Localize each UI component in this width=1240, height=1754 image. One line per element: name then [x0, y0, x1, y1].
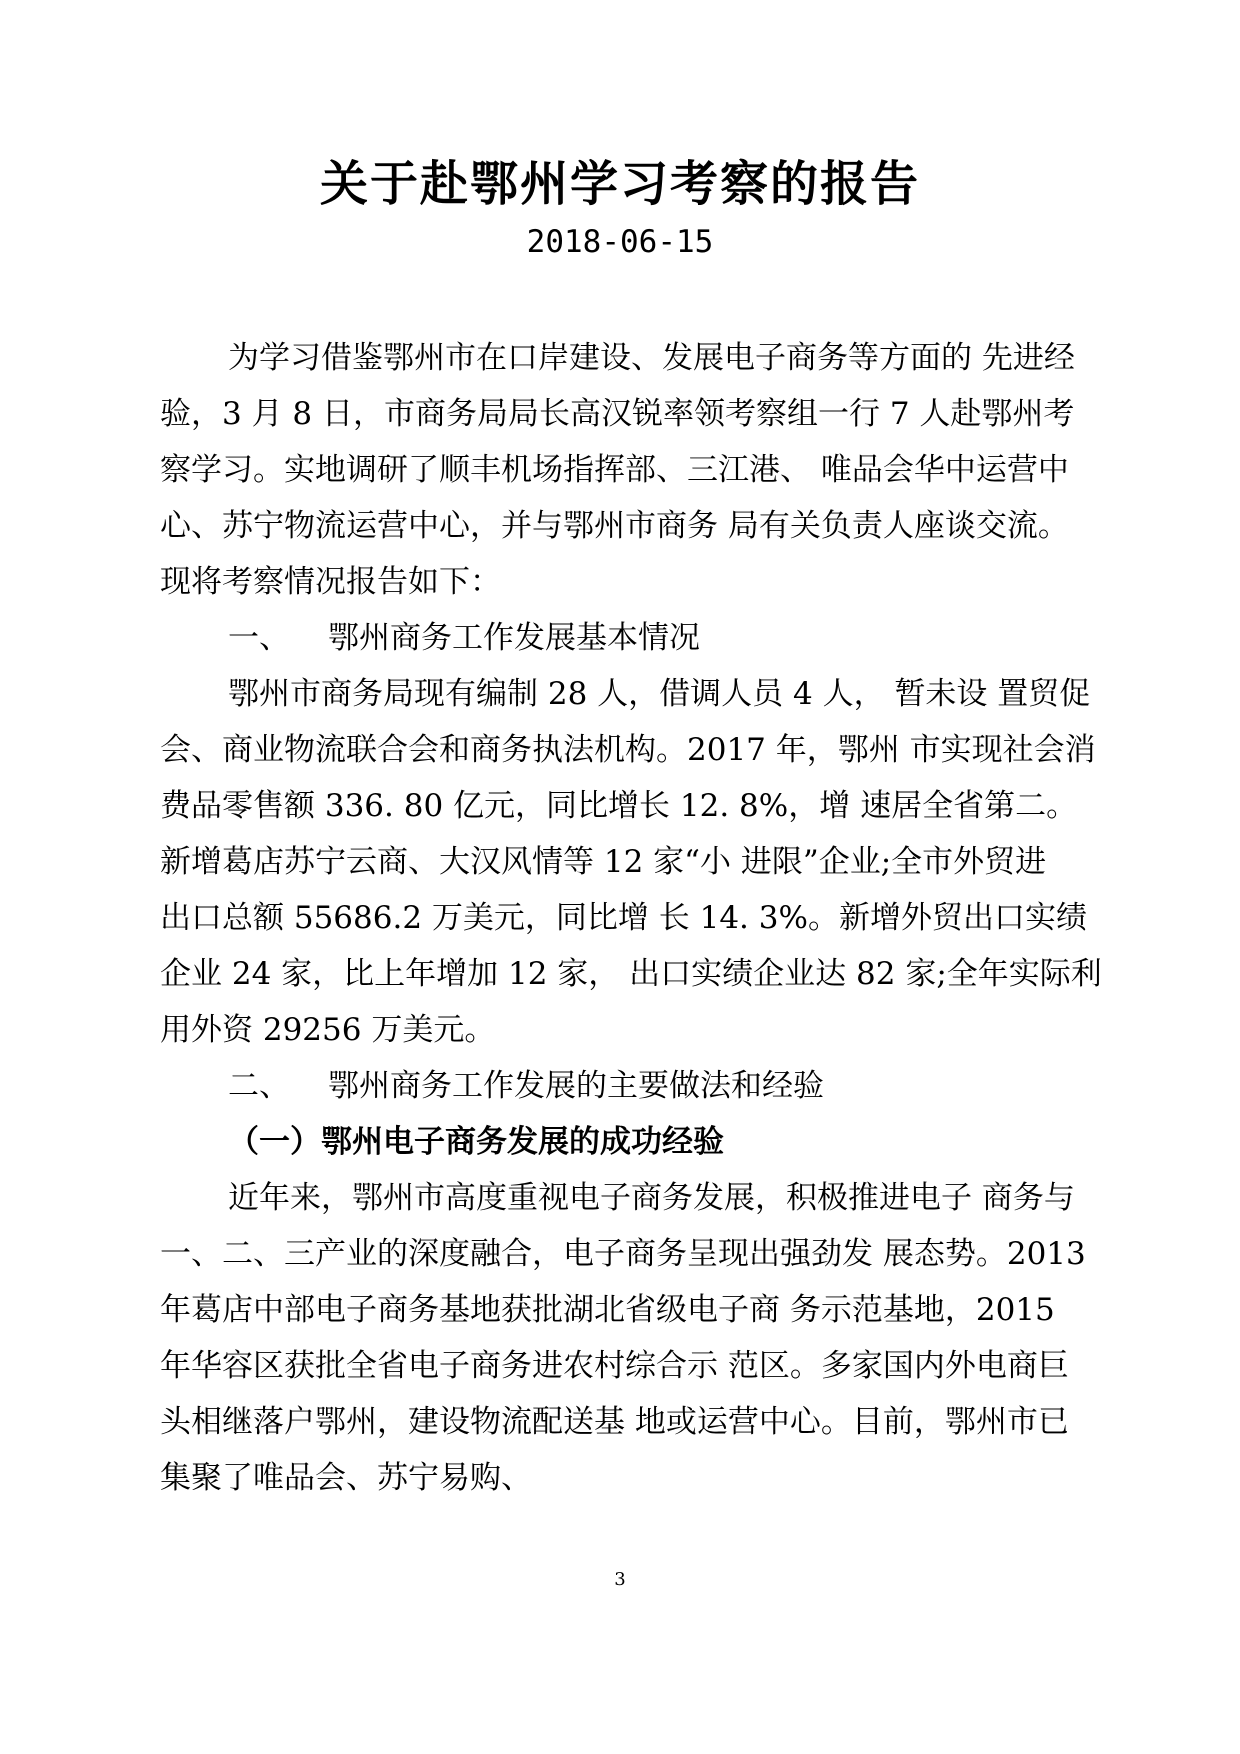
paragraph-line: 现将考察情况报告如下： — [160, 564, 501, 600]
section-number: 二、 — [228, 1068, 290, 1104]
paragraph-line: 用外资 29256 万美元。 — [160, 1012, 496, 1048]
paragraph-line: 会、商业物流联合会和商务执法机构。2017 年，鄂州 市实现社会消 — [160, 732, 1096, 768]
paragraph-line: 出口总额 55686.2 万美元，同比增 长 14. 3%。新增外贸出口实绩 — [160, 900, 1087, 936]
section-number: 一、 — [228, 620, 290, 656]
section-label: 鄂州商务工作发展的主要做法和经验 — [328, 1068, 824, 1104]
paragraph-line: 察学习。实地调研了顺丰机场指挥部、三江港、 唯品会华中运营中 — [160, 452, 1069, 488]
subsection-heading: （一）鄂州电子商务发展的成功经验 — [228, 1124, 724, 1160]
document-title: 关于赴鄂州学习考察的报告 — [319, 156, 920, 212]
section-heading-2 — [160, 1058, 1100, 1114]
paragraph-line: 新增葛店苏宁云商、大汉风情等 12 家“小 进限”企业;全市外贸进 — [160, 844, 1047, 880]
paragraph-line: 年华容区获批全省电子商务进农村综合示 范区。多家国内外电商巨 — [160, 1348, 1069, 1384]
paragraph-line: 企业 24 家，比上年增加 12 家， 出口实绩企业达 82 家;全年实际利 — [160, 956, 1102, 992]
paragraph-line: 集聚了唯品会、苏宁易购、 — [160, 1460, 532, 1496]
section-heading-1 — [160, 610, 1100, 666]
paragraph-line: 鄂州市商务局现有编制 28 人，借调人员 4 人， 暂未设 置贸促 — [228, 676, 1091, 712]
paragraph-line: 验，3 月 8 日，市商务局局长高汉锐率领考察组一行 7 人赴鄂州考 — [160, 396, 1075, 432]
section-label: 鄂州商务工作发展基本情况 — [328, 620, 700, 656]
paragraph-line: 年葛店中部电子商务基地获批湖北省级电子商 务示范基地，2015 — [160, 1292, 1055, 1328]
paragraph-line: 心、苏宁物流运营中心，并与鄂州市商务 局有关负责人座谈交流。 — [160, 508, 1069, 544]
document-date: 2018-06-15 — [526, 224, 714, 260]
paragraph-line: 为学习借鉴鄂州市在口岸建设、发展电子商务等方面的 先进经 — [228, 340, 1075, 376]
paragraph-line: 近年来，鄂州市高度重视电子商务发展，积极推进电子 商务与 — [228, 1180, 1075, 1216]
page-number: 3 — [614, 1569, 626, 1590]
paragraph-line: 头相继落户鄂州，建设物流配送基 地或运营中心。目前，鄂州市已 — [160, 1404, 1069, 1440]
paragraph-line: 一、二、三产业的深度融合，电子商务呈现出强劲发 展态势。2013 — [160, 1236, 1086, 1272]
document-body — [160, 330, 1100, 1506]
paragraph-line: 费品零售额 336. 80 亿元，同比增长 12. 8%，增 速居全省第二。 — [160, 788, 1078, 824]
